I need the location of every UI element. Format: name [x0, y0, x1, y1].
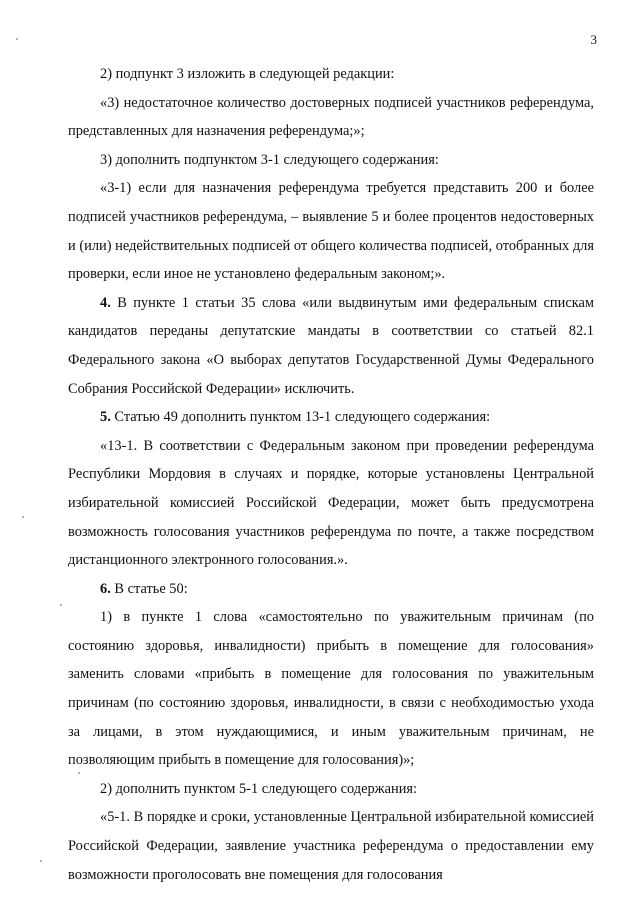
- paragraph-item-5-1-text: «5-1. В порядке и сроки, установленные Центральной избирательной комиссией Российской Федерации, заявление участника референдума о предоставлении ему возможности проголосовать вне помещения для голосования: [68, 809, 594, 883]
- paragraph-subitem-2: 2) подпункт 3 изложить в следующей редакции:: [100, 66, 395, 82]
- page-number: 3: [590, 32, 597, 47]
- scan-speck: [78, 772, 80, 774]
- paragraph-subitem-3-add: 3) дополнить подпунктом 3-1 следующего содержания:: [100, 151, 439, 168]
- document-body: [68, 60, 594, 889]
- paragraph-item-5: 5. Статью 49 дополнить пунктом 13-1 следующего содержания:: [100, 409, 491, 426]
- item-number: 4.: [100, 294, 111, 311]
- paragraph-subitem-3-1-text: «3-1) если для назначения референдума требуется представить 200 и более подписей участников референдума, – выявление 5 и более процентов недостоверных и (или) недействительных подписей от общего количества подписей, отобранных для проверки, если иное не установлено федеральным законом;».: [68, 180, 594, 283]
- paragraph-item-4: 4. В пункте 1 статьи 35 слова «или выдвинутым ими федеральным спискам кандидатов переданы депутатские мандаты в соответствии со статьей 82.1 Федерального закона «О выборах депутатов Государственной Думы Федерального Собрания Российской Федерации» исключить.: [68, 294, 594, 397]
- item-number: 5.: [100, 409, 111, 426]
- paragraph-item-13-1-text: «13-1. В соответствии с Федеральным законом при проведении референдума Республики Мордовия в случаях и порядке, которые установлены Центральной избирательной комиссией Российской Федерации, может быть предусмотрена возможность голосования участников референдума по почте, а также посредством дистанционного электронного голосования.».: [68, 437, 594, 569]
- paragraph-subitem-3-text: «3) недостаточное количество достоверных подписей участников референдума, представленных для назначения референдума;»;: [68, 94, 594, 140]
- scan-speck: [60, 604, 62, 606]
- scan-speck: [22, 516, 24, 518]
- paragraph-item-6-sub-1: 1) в пункте 1 слова «самостоятельно по уважительным причинам (по состоянию здоровья, инвалидности) прибыть в помещение для голосования» заменить словами «прибыть в помещение для голосования по уважительным причинам (по состоянию здоровья, инвалидности, в связи с необходимостью ухода за лицами, в этом нуждающимися, и иным уважительным причинам, не позволяющим прибыть в помещение для голосования)»;: [68, 609, 594, 769]
- paragraph-item-6-sub-2: 2) дополнить пунктом 5-1 следующего содержания:: [100, 780, 418, 797]
- scan-speck: [16, 38, 18, 40]
- scan-speck: [40, 860, 42, 862]
- paragraph-item-6: 6. В статье 50:: [100, 580, 188, 597]
- item-number: 6.: [100, 580, 111, 597]
